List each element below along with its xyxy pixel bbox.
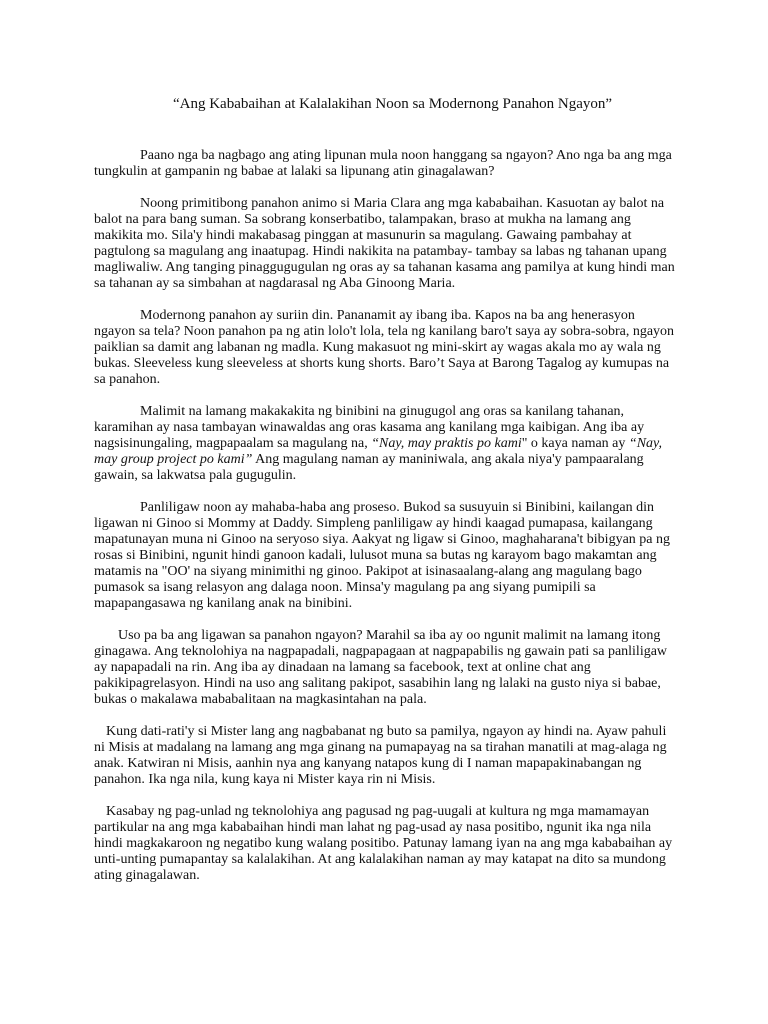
paragraph-2: Noong primitibong panahon animo si Maria Clara ang mga kababaihan. Kasuotan ay balot na balot na para bang suman. Sa sobrang konserbatibo, talampakan, braso at mukha na lamang ang makikita mo. Sila'y hindi makabasag pinggan at masunurin sa magulang. Gawaing pambahay at pagtulong sa magulang ang inaatupag. Hindi nakikita na patambay- tambay sa labas ng tahanan upang magliwaliw. Ang tanging pinaggugugulan ng oras ay sa tahanan kasama ang pamilya at kung hindi man sa tahanan ay sa simbahan at nagdarasal ng Aba Ginoong Maria. (94, 196, 675, 291)
document-page (94, 95, 679, 900)
paragraph-4-quote-2: “Nay, may group project po kami” (94, 436, 662, 467)
paragraph-5: Panliligaw noon ay mahaba-haba ang proseso. Bukod sa susuyuin si Binibini, kailangan din ligawan ni Ginoo si Mommy at Daddy. Simpleng panliligaw ay hindi kaagad pumapasa, kailangang mapatunayan muna ni Ginoo na seryoso siya. Aakyat ng ligaw si Ginoo, maghaharana't bibigyan pa ng rosas si Binibini, ngunit hindi ganoon kadali, lulusot muna sa butas ng karayom bago makamtan ang matamis na "OO' na siyang minimithi ng ginoo. Pakipot at isinasaalang-alang ang magulang bago pumasok sa isang relasyon ang dalaga noon. Minsa'y magulang pa ang siyang pumipili sa mapapangasawa ng kanilang anak na binibini. (94, 500, 671, 611)
paragraph-6: Uso pa ba ang ligawan sa panahon ngayon? Marahil sa iba ay oo ngunit malimit na lamang itong ginagawa. Ang teknolohiya na nagpapadali, nagpapagaan at nagpapabilis ng gawain pati sa panliligaw ay napapadali na rin. Ang iba ay dinadaan na lamang sa facebook, text at online chat ang pakikipagrelasyon. Hindi na uso ang salitang pakipot, sasabihin lang ng lalaki na gusto niya si babae, bukas o makalawa mababalitaan na magkasintahan na pala. (94, 628, 668, 707)
essay-title: “Ang Kababaihan at Kalalakihan Noon sa Modernong Panahon Ngayon” (172, 96, 613, 112)
paragraph-4 (94, 404, 679, 484)
paragraph-4-quote-1: “Nay, may praktis po kami (371, 436, 522, 451)
paragraph-4-text-a: Malimit na lamang makakakita ng binibini na ginugugol ang oras sa kanilang tahanan, karamihan ay nasa tambayan winawaldas ang oras kasama ang kanilang mga kaibigan. Ang iba ay nagsisinungaling, magpapaalam sa magulang na, (94, 404, 645, 451)
paragraph-8: Kasabay ng pag-unlad ng teknolohiya ang pagusad ng pag-uugali at kultura ng mga mamamayan partikular na ang mga kababaihan hindi man lahat ng pag-usad ay nasa positibo, ngunit ika nga nila hindi magkakaroon ng negatibo kung walang positibo. Patunay lamang iyan na ang mga kababaihan ay unti-unting pumapantay sa kalalakihan. At ang kalalakihan naman ay may katapat na dito sa mundong ating ginagalawan. (94, 804, 673, 883)
paragraph-3: Modernong panahon ay suriin din. Pananamit ay ibang iba. Kapos na ba ang henerasyon ngayon sa tela? Noon panahon pa ng atin lolo't lola, tela ng kanilang baro't saya ay sobra-sobra, ngayon paiklian sa damit ang labanan ng madla. Kung makasuot ng mini-skirt ay wagas akala mo ay wala ng bukas. Sleeveless kung sleeveless at shorts kung shorts. Baro’t Saya at Barong Tagalog ay kumupas na sa panahon. (94, 308, 675, 387)
paragraph-4-text-b: " o kaya naman ay (521, 436, 629, 451)
paragraph-7: Kung dati-rati'y si Mister lang ang nagbabanat ng buto sa pamilya, ngayon ay hindi na. Ayaw pahuli ni Misis at madalang na lamang ang mga ginang na pumapayag na sa tirahan manatili at mag-alaga ng anak. Katwiran ni Misis, aanhin nya ang kanyang natapos kung di I naman mapapakinabangan ng panahon. Ika nga nila, kung kaya ni Mister kaya rin ni Misis. (94, 724, 667, 787)
paragraph-1: Paano nga ba nagbago ang ating lipunan mula noon hanggang sa ngayon? Ano nga ba ang mga tungkulin at gampanin ng babae at lalaki sa lipunang atin ginagalawan? (94, 148, 672, 179)
paragraph-4-text-c: Ang magulang naman ay maniniwala, ang akala niya'y pampaaralang gawain, sa lakwatsa pala gugugulin. (94, 452, 644, 483)
